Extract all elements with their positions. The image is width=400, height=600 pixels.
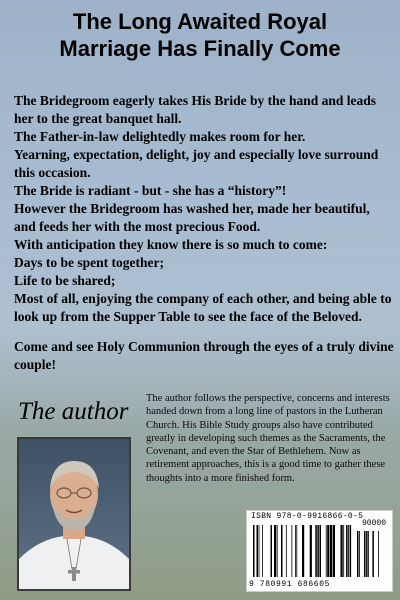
barcode-addon-bar bbox=[359, 531, 360, 577]
barcode-bar bbox=[310, 525, 312, 577]
barcode-bar bbox=[259, 525, 260, 577]
isbn-label: ISBN 978-0-9916866-0-5 bbox=[251, 512, 364, 521]
author-bio: The author follows the perspective, concerns and interests handed down from a long line of pastors in the Lutheran Church. His Bible Study groups also have contributed greatly in developing such themes as the Sacraments, the Covenant, and even the Star of Bethlehem. Now as retirement approaches, this is a good time to gather these thoughts into a more finished form. bbox=[146, 393, 390, 484]
barcode-bar bbox=[346, 525, 348, 577]
barcode-bar bbox=[286, 525, 287, 577]
barcode-bar bbox=[257, 525, 259, 577]
title-line-2: Marriage Has Finally Come bbox=[59, 36, 341, 61]
barcode-bar bbox=[320, 525, 322, 577]
barcode-bar bbox=[348, 525, 349, 577]
blurb-line: The Bride is radiant - but - she has a “history”! bbox=[14, 183, 287, 198]
barcode-bar bbox=[281, 525, 283, 577]
barcode-digits: 9 780991 686605 bbox=[249, 580, 331, 589]
blurb-text bbox=[14, 92, 394, 326]
author-photo bbox=[17, 437, 131, 591]
barcode-bar bbox=[343, 525, 344, 577]
barcode-bar bbox=[296, 525, 297, 577]
author-portrait-image bbox=[19, 439, 129, 589]
barcode-addon-bar bbox=[372, 531, 374, 577]
barcode-addon-bar bbox=[364, 531, 366, 577]
barcode-bar bbox=[262, 525, 263, 577]
barcode-bar bbox=[315, 525, 317, 577]
author-heading: The author bbox=[18, 398, 129, 425]
barcode-bar bbox=[274, 525, 276, 577]
blurb-line: Most of all, enjoying the company of each other, and being able to look up from the Supper Table to see the face of the Beloved. bbox=[14, 291, 392, 324]
barcode-bar bbox=[326, 525, 327, 577]
back-cover-title bbox=[0, 8, 400, 62]
barcode-addon-bar bbox=[366, 531, 368, 577]
blurb-line: However the Bridegroom has washed her, made her beautiful, and feeds her with the most precious Food. bbox=[14, 201, 370, 234]
blurb-line: Life to be shared; bbox=[14, 273, 116, 288]
barcode-addon-bar bbox=[378, 531, 379, 577]
barcode-bar bbox=[327, 525, 329, 577]
barcode-bar bbox=[330, 525, 332, 577]
blurb-line: The Father-in-law delightedly makes room for her. bbox=[14, 129, 306, 144]
barcode-bar bbox=[302, 525, 304, 577]
barcode-bar bbox=[317, 525, 319, 577]
barcode-bar bbox=[253, 525, 255, 577]
barcode-addon-bar bbox=[368, 531, 369, 577]
barcode-bar bbox=[271, 525, 273, 577]
blurb-line: Yearning, expectation, delight, joy and especially love surround this occasion. bbox=[14, 147, 379, 180]
blurb-line: The Bridegroom eagerly takes His Bride by the hand and leads her to the great banquet hall. bbox=[14, 93, 377, 126]
blurb-line: With anticipation they know there is so much to come: bbox=[14, 237, 328, 252]
barcode-bar bbox=[333, 525, 335, 577]
barcode-bar bbox=[341, 525, 343, 577]
barcode-addon-bar bbox=[357, 531, 359, 577]
barcode-bar bbox=[295, 525, 296, 577]
barcode-bar bbox=[350, 525, 352, 577]
blurb-line: Days to be spent together; bbox=[14, 255, 164, 270]
barcode-bars bbox=[247, 511, 392, 591]
isbn-barcode bbox=[246, 510, 393, 592]
barcode-bar bbox=[292, 525, 293, 577]
price-code: 90000 bbox=[361, 519, 386, 528]
call-to-action: Come and see Holy Communion through the eyes of a truly divine couple! bbox=[14, 339, 394, 372]
title-line-1: The Long Awaited Royal bbox=[72, 9, 328, 34]
barcode-bar bbox=[277, 525, 278, 577]
